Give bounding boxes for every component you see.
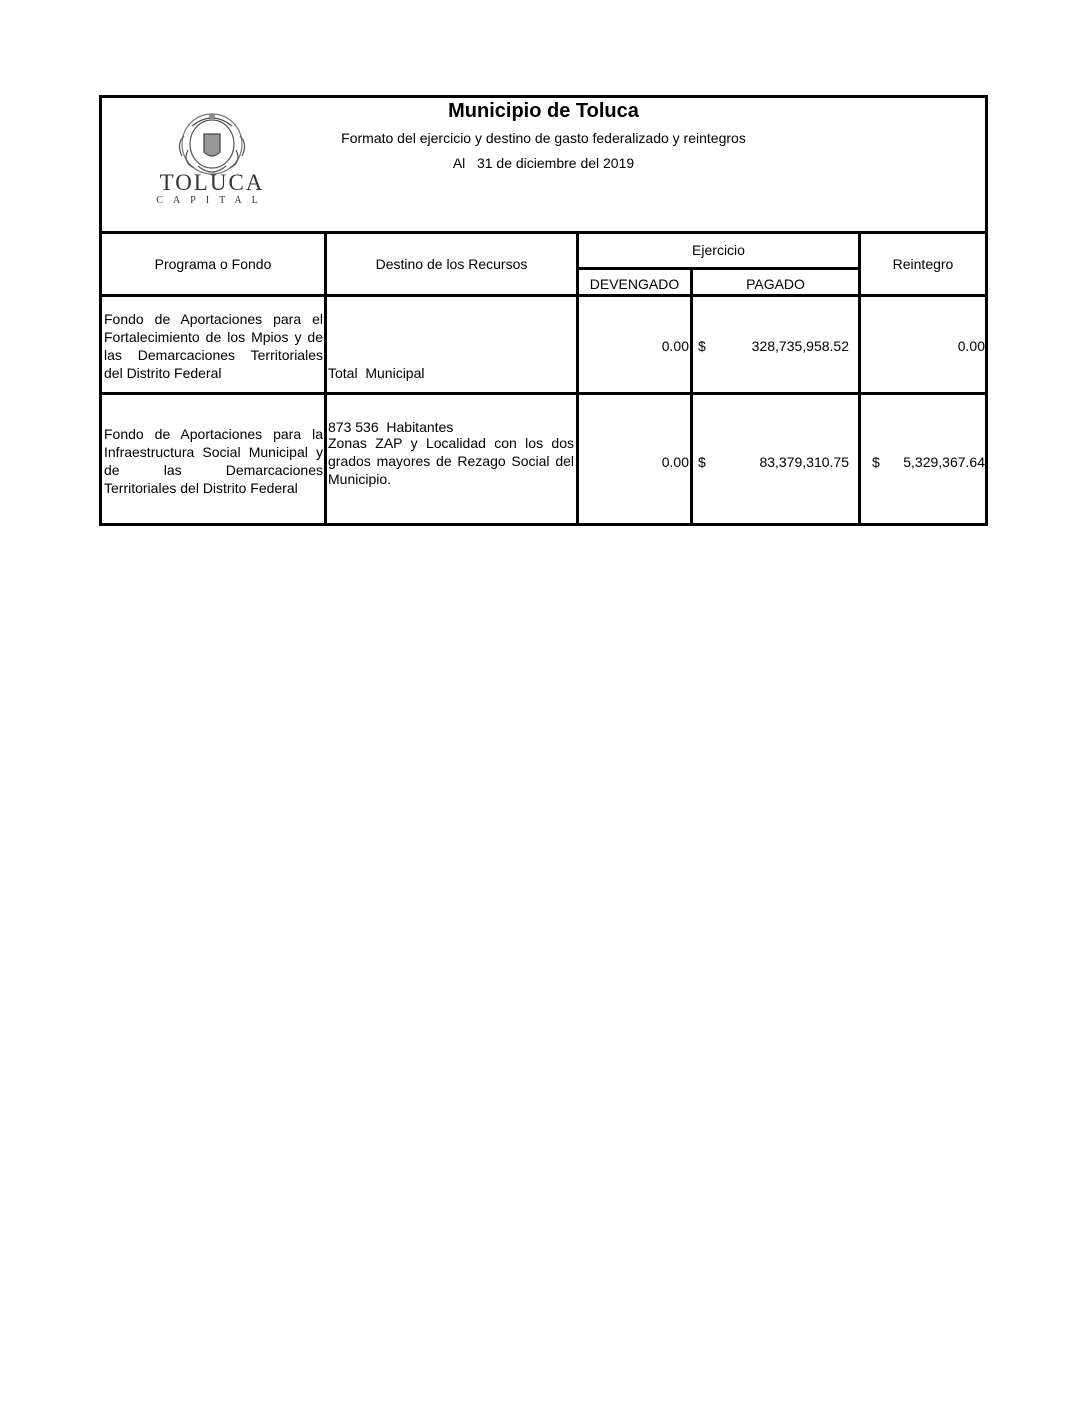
divider: [576, 267, 861, 270]
row-devengado: 0.00: [661, 454, 689, 470]
divider: [690, 270, 693, 526]
row-devengado: 0.00: [661, 338, 689, 354]
row-reintegro-currency: $: [872, 454, 880, 470]
row-reintegro: 0.00: [957, 338, 985, 354]
page-subtitle: Formato del ejercicio y destino de gasto federalizado y reintegros: [341, 130, 746, 146]
col-header-ejercicio: Ejercicio: [692, 242, 745, 258]
row-pagado-currency: $: [698, 338, 706, 354]
divider: [858, 231, 861, 526]
report-header: [102, 98, 985, 234]
report-frame: [99, 95, 988, 526]
divider: [324, 231, 327, 526]
logo-subtext: CAPITAL: [156, 195, 268, 206]
col-header-destino: Destino de los Recursos: [375, 256, 528, 272]
row-pagado-currency: $: [698, 454, 706, 470]
row-reintegro: 5,329,367.64: [903, 454, 985, 470]
row-pagado: 83,379,310.75: [759, 454, 849, 470]
row-destino: Zonas ZAP y Localidad con los dos grados mayores de Rezago Social del Municipio.: [328, 435, 574, 487]
row-programa: Fondo de Aportaciones para el Fortalecimiento de los Mpios y de las Demarcaciones Territoriales del Distrito Federal: [104, 311, 323, 381]
page-title: Municipio de Toluca: [448, 100, 639, 122]
row-programa: Fondo de Aportaciones para la Infraestructura Social Municipal y de las Demarcaciones Territoriales del Distrito Federal: [104, 426, 323, 496]
divider: [102, 294, 985, 297]
row-pagado: 328,735,958.52: [751, 338, 849, 354]
report-date: Al 31 de diciembre del 2019: [452, 155, 635, 171]
col-header-pagado: PAGADO: [746, 276, 805, 292]
col-header-reintegro: Reintegro: [892, 256, 954, 272]
logo-text: TOLUCA: [159, 170, 265, 195]
row-destino: Total Municipal 873 536 Habitantes: [328, 365, 454, 435]
col-header-programa: Programa o Fondo: [154, 256, 272, 272]
col-header-devengado: DEVENGADO: [589, 276, 680, 292]
